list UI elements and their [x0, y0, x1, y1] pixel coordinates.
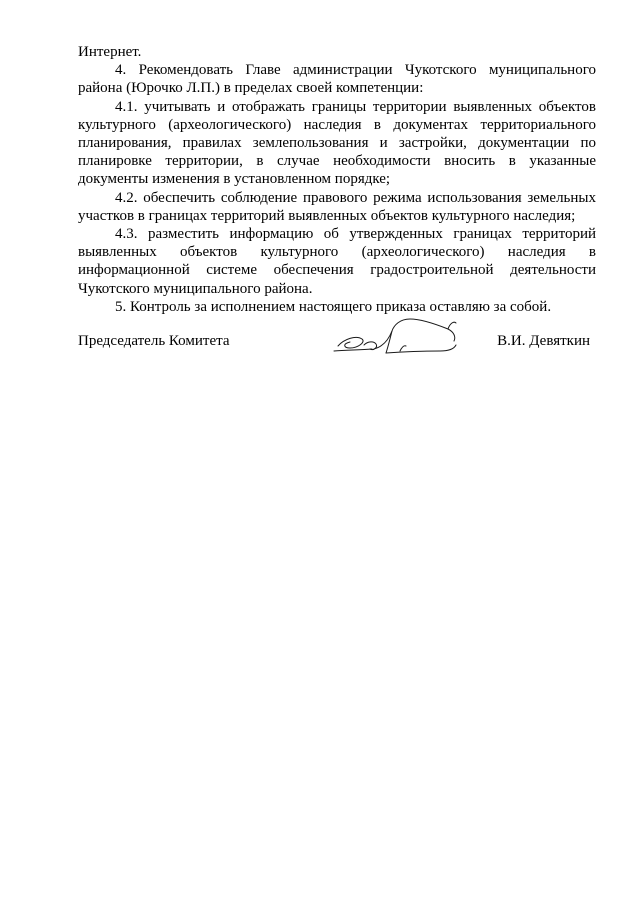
paragraph-item-4-2: 4.2. обеспечить соблюдение правового режима использования земельных участков в границах территорий выявленных объектов культурного наследия;	[78, 189, 596, 224]
paragraph-item-4-1: 4.1. учитывать и отображать границы территории выявленных объектов культурного (археологического) наследия в документах территориального планирования, правилах землепользования и застройки, документации по планировке территории, в случае необходимости вносить в указанные документы изменения в установленном порядке;	[78, 98, 596, 188]
signatory-position: Председатель Комитета	[78, 333, 230, 349]
paragraph-item-4: 4. Рекомендовать Главе администрации Чукотского муниципального района (Юрочко Л.П.) в пределах своей компетенции:	[78, 62, 596, 97]
paragraph-item-5: 5. Контроль за исполнением настоящего приказа оставляю за собой.	[115, 298, 552, 315]
signature-block	[78, 333, 596, 357]
paragraph-item-4-3: 4.3. разместить информацию об утвержденных границах территорий выявленных объектов культурного (археологического) наследия в информационной системе обеспечения градостроительной деятельности Чукотского муниципального района.	[78, 226, 596, 297]
paragraph-internet-continuation: Интернет.	[78, 44, 142, 60]
handwritten-signature	[330, 311, 470, 361]
document-body	[78, 43, 596, 316]
signatory-name: В.И. Девяткин	[497, 333, 590, 349]
